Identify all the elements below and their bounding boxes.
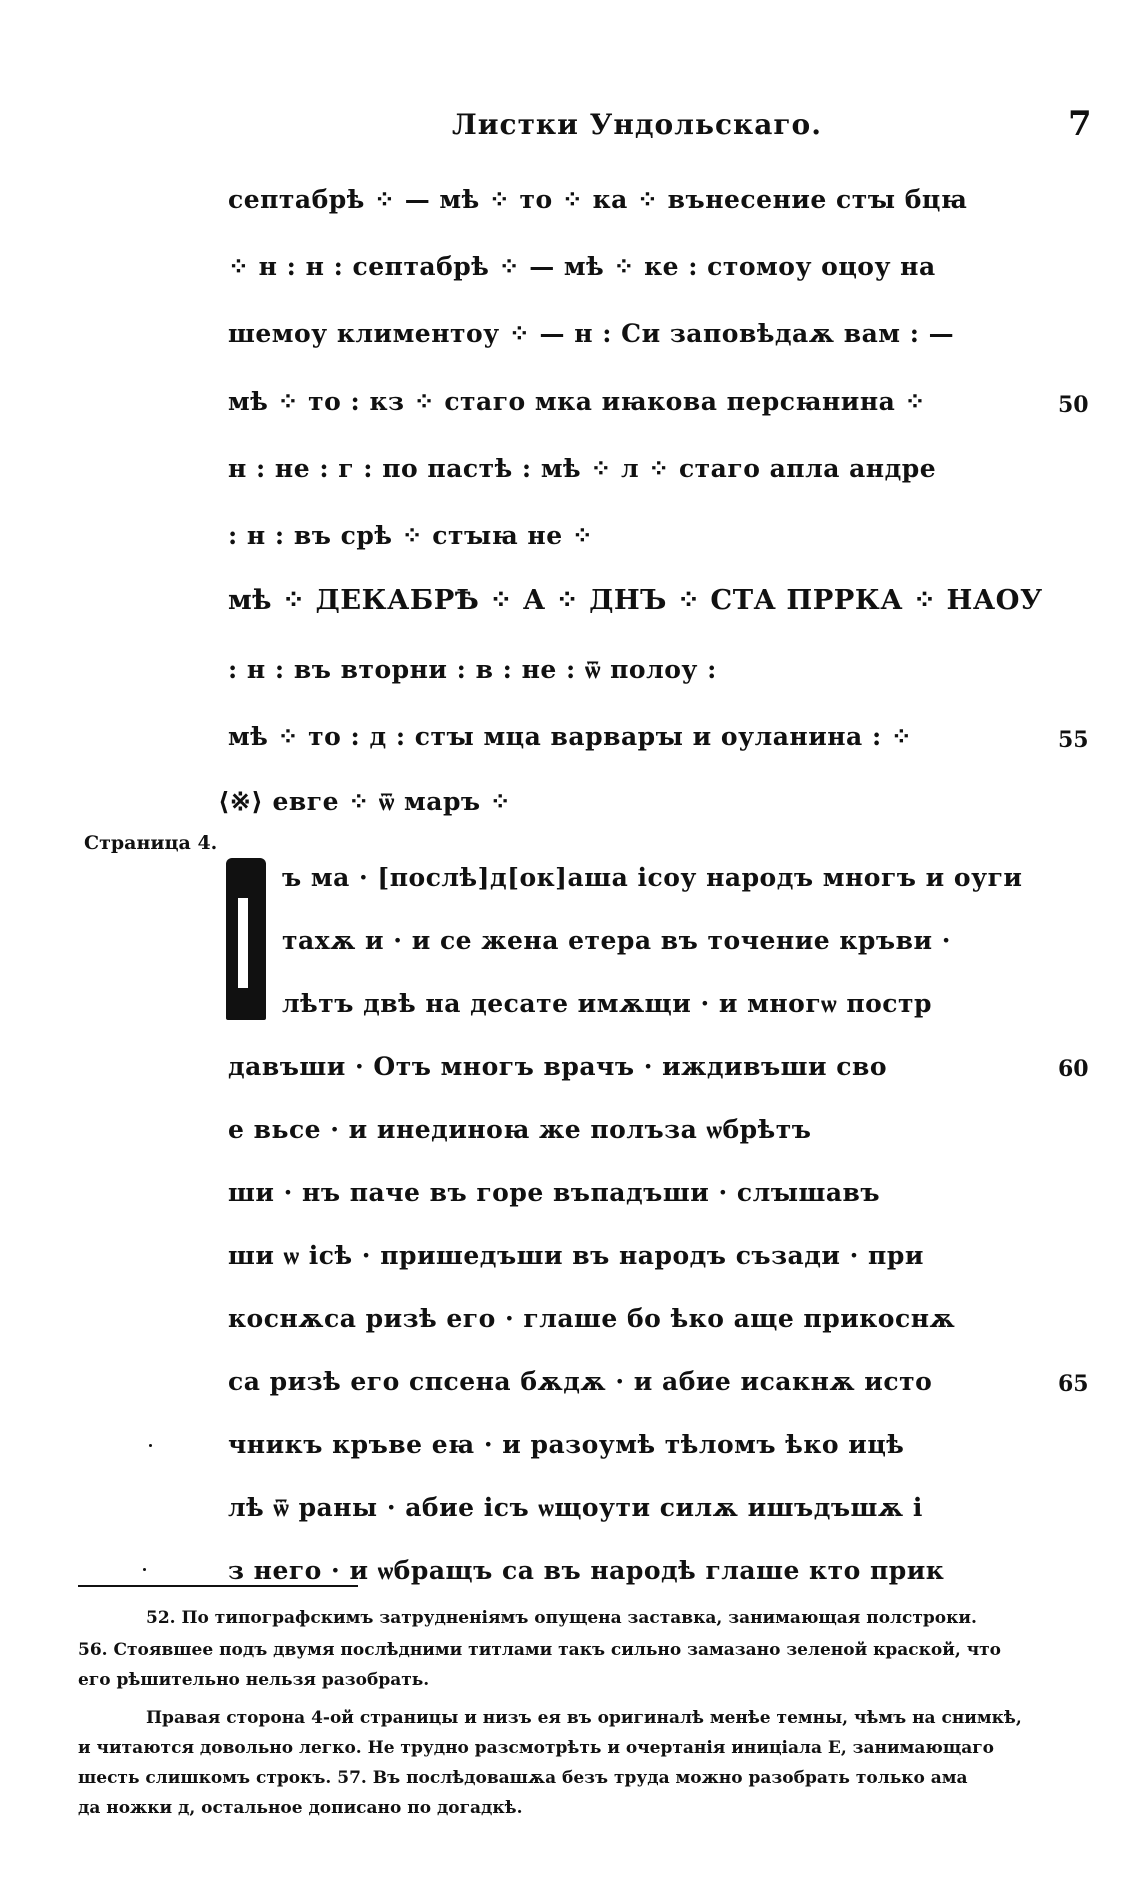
speck	[143, 1568, 146, 1571]
text-line: ⟨※⟩ евге ⁘ ѿ маръ ⁘	[218, 787, 512, 816]
footnote-rule	[78, 1585, 358, 1587]
text-line: з него · и ѡбращъ са въ народѣ глаше кто прик	[228, 1556, 945, 1585]
text-line: : н : въ вторни : в : не : ѿ полоу :	[228, 655, 717, 684]
text-line: е вьсе · и инединоꙗ же полъза ѡбрѣтъ	[228, 1115, 812, 1144]
text-line: ши · нъ паче въ горе въпадъши · слꙑшавъ	[228, 1178, 881, 1207]
footnote-52: 52. По типографскимъ затрудненіямъ опущена заставка, занимающая полстроки.	[146, 1608, 977, 1628]
text-line: чникъ кръве еꙗ · и разоумѣ тѣломъ ѣко ицѣ	[228, 1430, 905, 1459]
text-line: давъши · Отъ многъ врачъ · иждивъши сво	[228, 1052, 888, 1081]
text-line: тахѫ и · и се жена етера въ точение кръви ·	[282, 926, 951, 955]
text-line: са ризѣ его спсена бѫдѫ · и абие исакнѫ исто	[228, 1367, 933, 1396]
line-number: 50	[1058, 392, 1089, 418]
text-line: лѣ ѿ раны · абие ісъ ѡщоути силѫ ишъдъшѫ і	[228, 1493, 923, 1522]
text-line: мѣ ⁘ то : д : стꙑ мца варварꙑ и оуланина : ⁘	[228, 722, 913, 751]
footnote-57: шесть слишкомъ строкъ. 57. Въ послѣдовашѫа безъ труда можно разобрать только ама	[78, 1768, 968, 1788]
footnote-56: 56. Стоявшее подъ двумя послѣдними титлами такъ сильно замазано зеленой краской, что	[78, 1640, 1002, 1660]
text-line: септабрѣ ⁘ — мѣ ⁘ то ⁘ ка ⁘ вънесение стꙑ бцꙗ	[228, 185, 968, 214]
decorated-initial	[226, 858, 266, 1020]
running-title: Листки Ундольскаго.	[452, 108, 822, 141]
speck	[149, 1444, 152, 1447]
text-line: ъ ма · [послѣ]д[ок]аша ісоу народъ многъ и оуги	[282, 863, 1023, 892]
line-number: 55	[1058, 727, 1089, 753]
editorial-note: Правая сторона 4-ой страницы и низъ ея въ оригиналѣ менѣе темны, чѣмъ на снимкѣ,	[146, 1708, 1022, 1728]
text-line: мѣ ⁘ то : кз ⁘ стаго мка иꙗкова персꙗнина ⁘	[228, 387, 926, 416]
page-number: 7	[1068, 104, 1092, 144]
line-number: 65	[1058, 1371, 1089, 1397]
text-line: ⁘ н : н : септабрѣ ⁘ — мѣ ⁘ ке : стомоу оцоу на	[228, 252, 936, 281]
page-label: Страница 4.	[84, 832, 218, 854]
footnote-57-cont: да ножки д, остальное дописано по догадкѣ.	[78, 1798, 523, 1818]
text-line: : н : въ срѣ ⁘ стꙑꙗ не ⁘	[228, 521, 594, 550]
text-line: лѣтъ двѣ на десате имѫщи · и многѡ постр	[282, 989, 932, 1018]
footnote-56-cont: его рѣшительно нельзя разобрать.	[78, 1670, 430, 1690]
editorial-note-cont: и читаются довольно легко. Не трудно разсмотрѣть и очертанія иниціала Е, занимающаго	[78, 1738, 994, 1758]
page-header	[0, 104, 1140, 148]
text-line: шемоу климентоу ⁘ — н : Си заповѣдаѫ вам : —	[228, 319, 955, 348]
text-line: ши ѡ ісѣ · пришедъши въ народъ съзади · при	[228, 1241, 924, 1270]
line-number: 60	[1058, 1056, 1089, 1082]
text-line: мѣ ⁘ ДЕКАБРѢ ⁘ А ⁘ ДНЪ ⁘ СТА ПРРКА ⁘ НАОУ	[228, 584, 1043, 616]
text-line: н : не : г : по пастѣ : мѣ ⁘ л ⁘ стаго апла андре	[228, 454, 937, 483]
text-line: коснѫса ризѣ его · глаше бо ѣко аще прикоснѫ	[228, 1304, 956, 1333]
